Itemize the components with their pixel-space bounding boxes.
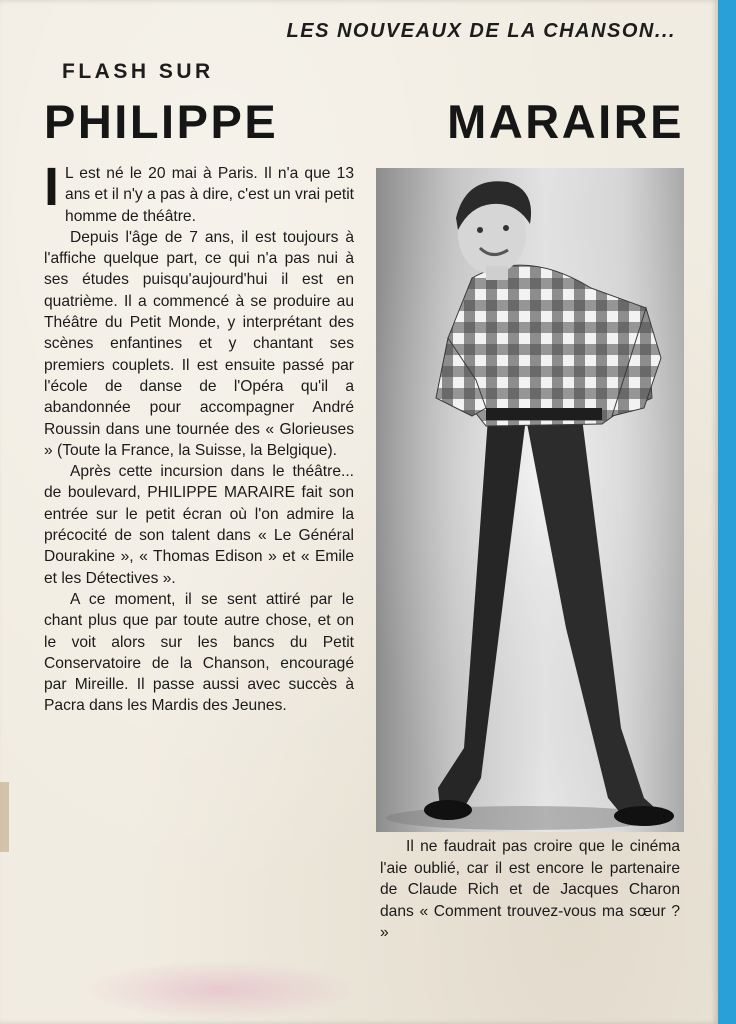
article-paragraph-5: Il ne faudrait pas croire que le cinéma l'aie oublié, car il est encore le partenaire de Claude Rich et de Jacques Charon dans « Comment trouvez-vous ma sœur ? » [380,838,680,942]
ink-stamp-mark [80,960,360,1020]
article-paragraph-3: Après cette incursion dans le théâtre... de boulevard, PHILIPPE MARAIRE fait son entrée sur le petit écran où l'on admire la précocité de son talent dans « Le Général Dourakine », « Thomas Edison » et « Emile et les Détectives ». [44,463,354,587]
article-paragraph-1 [44,157,354,227]
article-right-column [380,836,680,944]
drop-cap: I [44,157,60,217]
article-paragraph-2: Depuis l'âge de 7 ans, il est toujours à l'affiche quelque part, ce qui n'a pas nui à ses études puisqu'aujourd'hui il est en quatrième. Il a commencé à se produire au Théâtre du Petit Monde, y interprétant des scènes enfantines et y chantant ses premiers couplets. Il est ensuite passé par l'école de danse de l'Opéra qu'il a abandonnée pour accompagner André Roussin dans une tournée des « Glorieuses » (Toute la France, la Suisse, la Belgique). [44,228,354,459]
article-paragraph-4: A ce moment, il se sent attiré par le chant plus que par toute autre chose, et on le voit alors sur les bancs du Petit Conservatoire de la Chanson, encouragé par Mireille. Il passe aussi avec succès à Pacra dans les Mardis des Jeunes. [44,590,354,715]
paragraph-1-text: L est né le 20 mai à Paris. Il n'a que 13 ans et il n'y a pas à dire, c'est un vrai petit homme de théâtre. [65,165,354,225]
headline-last-name: MARAIRE [447,95,684,148]
flash-label: FLASH SUR [62,60,214,83]
paper-stain [0,782,9,852]
portrait-photo [376,168,684,832]
portrait-illustration [376,168,684,832]
section-kicker: LES NOUVEAUX DE LA CHANSON... [286,20,676,42]
article-left-column [44,157,354,717]
article-headline [44,90,684,154]
headline-first-name: PHILIPPE [44,95,279,148]
